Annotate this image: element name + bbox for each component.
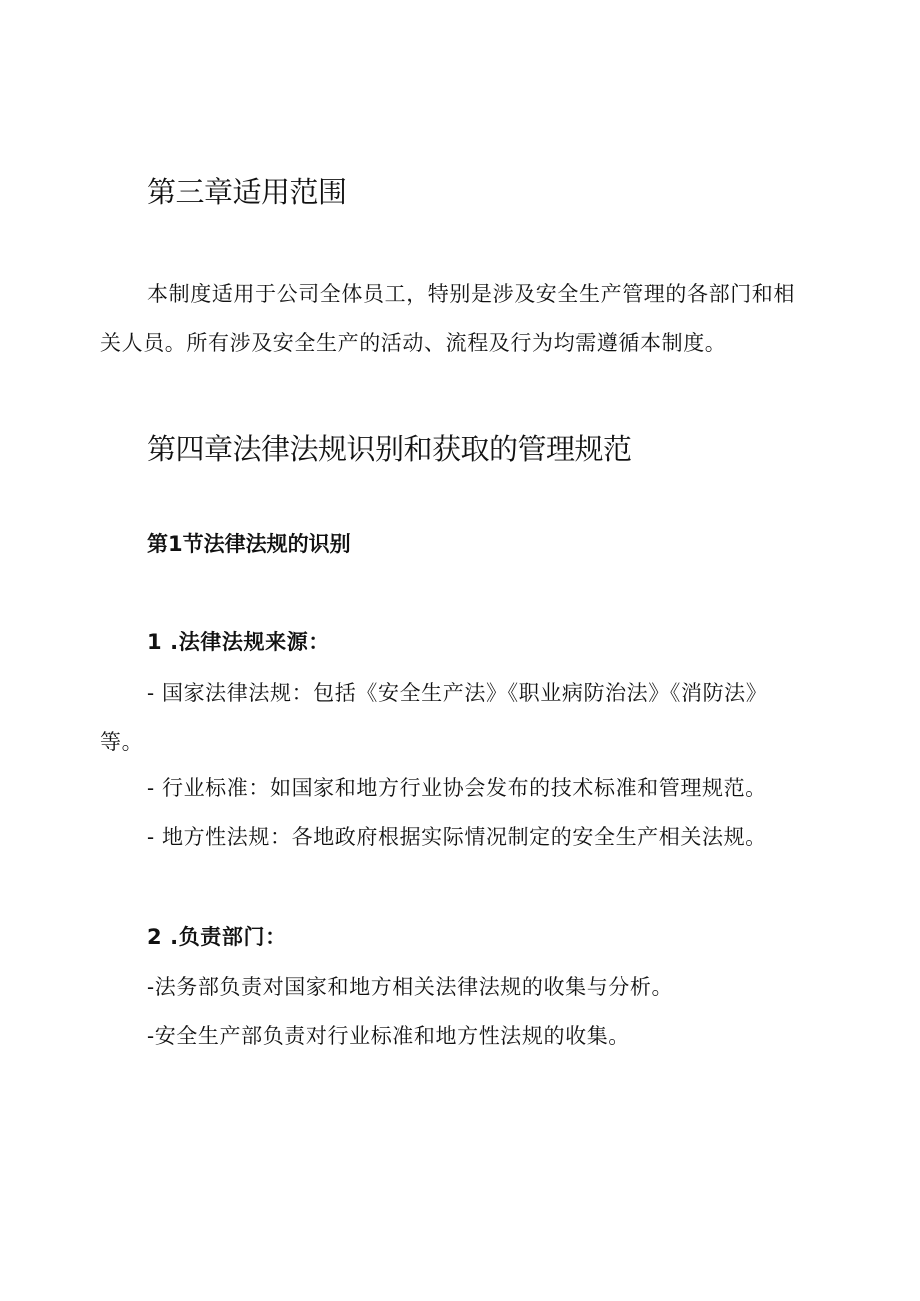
section-1-title: 第1节法律法规的识别 — [147, 532, 351, 556]
chapter-4-title: 第四章法律法规识别和获取的管理规范 — [147, 432, 632, 466]
chapter-3-title: 第三章适用范围 — [147, 175, 347, 209]
bullet-legal-department: -法务部负责对国家和地方相关法律法规的收集与分析。 — [147, 975, 674, 999]
chapter-3-paragraph-line-1: 本制度适用于公司全体员工，特别是涉及安全生产管理的各部门和相 — [147, 282, 795, 306]
bullet-national-laws-line-2: 等。 — [100, 730, 144, 754]
bullet-industry-standards: - 行业标准：如国家和地方行业协会发布的技术标准和管理规范。 — [147, 776, 767, 800]
bullet-safety-department: -安全生产部负责对行业标准和地方性法规的收集。 — [147, 1024, 630, 1048]
item-1-title: 1 .法律法规来源： — [147, 630, 330, 654]
bullet-national-laws-line-1: - 国家法律法规：包括《安全生产法》《职业病防治法》《消防法》 — [147, 681, 768, 705]
bullet-local-regulations: - 地方性法规：各地政府根据实际情况制定的安全生产相关法规。 — [147, 825, 767, 849]
item-2-title: 2 .负责部门： — [147, 925, 287, 949]
chapter-3-paragraph-line-2: 关人员。所有涉及安全生产的活动、流程及行为均需遵循本制度。 — [100, 331, 727, 355]
